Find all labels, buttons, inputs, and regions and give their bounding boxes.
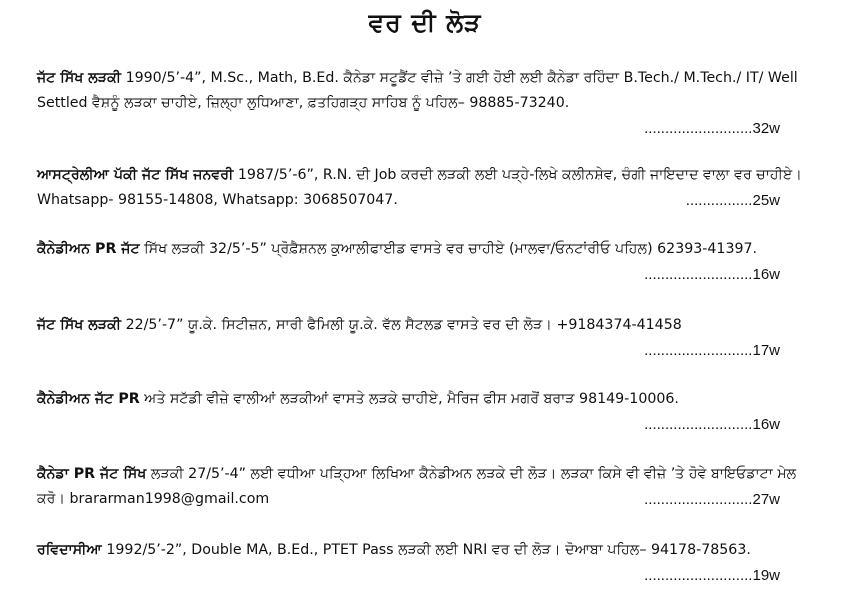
ad-lead: ਜੱਟ ਸਿੱਖ ਲੜਕੀ [37,317,122,333]
ad-code: ................25w [685,192,780,209]
classified-ad [37,237,827,283]
ad-code: ..........................17w [644,342,780,359]
ad-text: 1992/5’-2”, Double MA, B.Ed., PTET Pass ਲੜਕੀ ਲਈ NRI ਵਰ ਦੀ ਲੋੜ। ਦੋਆਬਾ ਪਹਿਲ– 94178-78563. [101,542,751,558]
ad-text: 22/5’-7” ਯੂ.ਕੇ. ਸਿਟੀਜ਼ਨ, ਸਾਰੀ ਫੈਮਿਲੀ ਯੂ.ਕੇ. ਵੱਲ ਸੈਟਲਡ ਵਾਸਤੇ ਵਰ ਦੀ ਲੋੜ। +9184374-41458 [121,317,682,333]
classified-ad [37,163,827,213]
page-title: ਵਰ ਦੀ ਲੋੜ [368,8,482,37]
ad-code: ..........................16w [644,266,780,283]
ad-body [37,313,827,338]
ad-lead: ਕੈਨੇਡੀਅਨ ਜੱਟ PR [37,391,140,407]
classified-ad [37,313,827,359]
ad-body [37,237,827,262]
ad-lead: ਜੱਟ ਸਿੱਖ ਲੜਕੀ [37,70,122,86]
ad-text: ਲੜਕੀ 27/5’-4” ਲਈ ਵਧੀਆ ਪੜ੍ਹਿਆ ਲਿਖਿਆ ਕੈਨੇਡੀਅਨ ਲੜਕੇ ਦੀ ਲੋੜ। ਲੜਕਾ ਕਿਸੇ ਵੀ ਵੀਜ਼ੇ ’ਤੇ ਹੋਵੇ ਬਾਇਓਡਾਟਾ ਮੇਲ ਕਰੋ। brararman1998@gmail.com [37,466,797,507]
classified-ad [37,462,827,512]
ad-lead: ਕੈਨੇਡਾ PR ਜੱਟ ਸਿੱਖ [37,466,147,482]
ad-text: ਅਤੇ ਸਟੱਡੀ ਵੀਜ਼ੇ ਵਾਲੀਆਂ ਲੜਕੀਆਂ ਵਾਸਤੇ ਲੜਕੇ ਚਾਹੀਏ, ਮੈਰਿਜ ਫੀਸ ਮਗਰੋਂ ਬਰਾੜ 98149-10006. [139,391,679,407]
ad-text: 1990/5’-4”, M.Sc., Math, B.Ed. ਕੈਨੇਡਾ ਸਟੂਡੈਂਟ ਵੀਜ਼ੇ ’ਤੇ ਗਈ ਹੋਈ ਲਈ ਕੈਨੇਡਾ ਰਹਿੰਦਾ B.Tech./ M.Tech./ IT/ Well Settled ਵੈਸ਼ਨੂੰ ਲੜਕਾ ਚਾਹੀਏ, ਜ਼ਿਲ੍ਹਾ ਲੁਧਿਆਣਾ, ਫ਼ਤਹਿਗੜ੍ਹ ਸਾਹਿਬ ਨੂੰ ਪਹਿਲ– 98885-73240. [37,70,798,111]
ad-code: ..........................16w [644,416,780,433]
ad-code: ..........................32w [644,120,780,137]
ad-code: ..........................19w [644,567,780,584]
ad-code: ..........................27w [644,491,780,508]
classified-ad [37,387,827,433]
ad-text: 1987/5’-6”, R.N. ਦੀ Job ਕਰਦੀ ਲੜਕੀ ਲਈ ਪੜ੍ਹੇ-ਲਿਖੇ ਕਲੀਨਸ਼ੇਵ, ਚੰਗੀ ਜਾਇਦਾਦ ਵਾਲਾ ਵਰ ਚਾਹੀਏ। Whatsapp- 98155-14808, Whatsapp: 3068507047. [37,167,802,208]
ad-lead: ਰਵਿਦਾਸੀਆ [37,542,102,558]
ad-text: ਸਿੱਖ ਲੜਕੀ 32/5’-5” ਪ੍ਰੋਫ਼ੈਸ਼ਨਲ ਕੁਆਲੀਫਾਈਡ ਵਾਸਤੇ ਵਰ ਚਾਹੀਏ (ਮਾਲਵਾ/ਓਨਟਾਂਰੀਓ ਪਹਿਲ) 62393-41397. [139,241,758,257]
ad-body [37,66,827,116]
ad-body [37,538,827,563]
classified-ad [37,66,827,137]
classified-ad [37,538,827,584]
ad-body [37,387,827,412]
ad-lead: ਕੈਨੇਡੀਅਨ PR ਜੱਟ [37,241,140,257]
ad-lead: ਆਸਟ੍ਰੇਲੀਆ ਪੱਕੀ ਜੱਟ ਸਿੱਖ ਜਨਵਰੀ [37,167,234,183]
